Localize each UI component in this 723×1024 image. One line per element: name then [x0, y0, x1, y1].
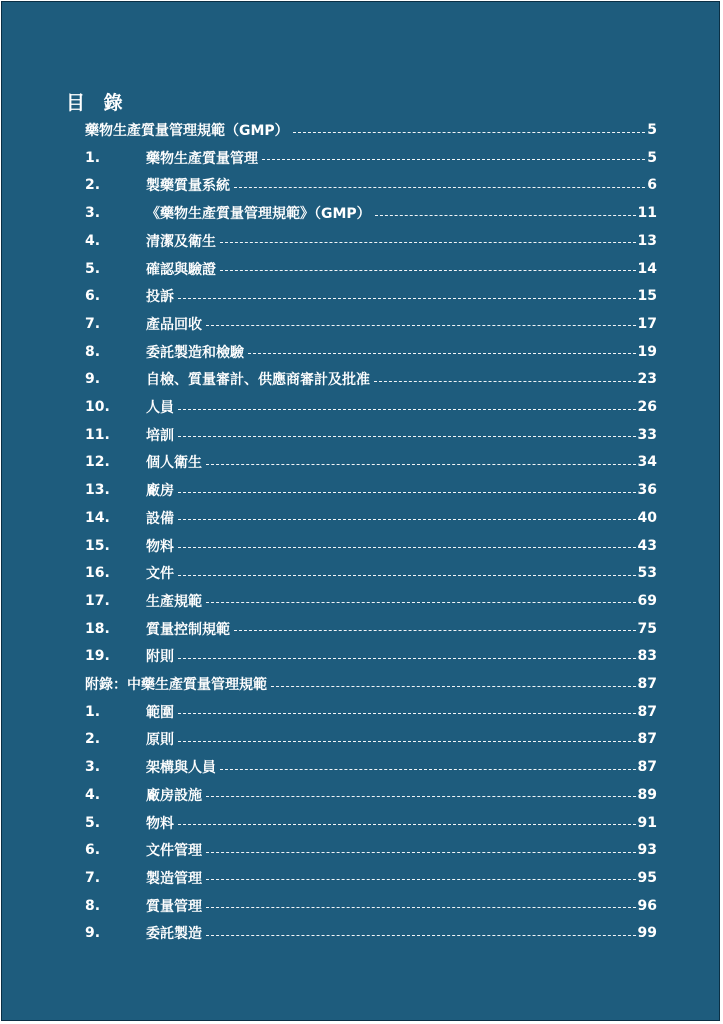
toc-entry-number: 5.	[85, 260, 101, 277]
dot-leader	[178, 436, 636, 437]
toc-page-number: 5	[647, 122, 657, 138]
dot-leader	[206, 464, 636, 465]
dot-leader	[262, 159, 645, 160]
toc-entry-label: 藥物生產質量管理規範（GMP）	[85, 123, 289, 139]
document-page	[1, 1, 720, 1021]
toc-entry-label: 附則	[146, 649, 174, 666]
dot-leader	[178, 298, 636, 299]
toc-entry-number: 6.	[85, 842, 101, 859]
toc-entry-body	[146, 785, 657, 805]
toc-entry-label: 清潔及衛生	[146, 233, 216, 250]
toc-entry-body	[146, 591, 657, 611]
toc-entry[interactable]	[2, 700, 719, 724]
toc-entry-label: 製藥質量系統	[146, 178, 230, 195]
toc-entry[interactable]	[2, 146, 719, 170]
toc-entry-number: 5.	[85, 814, 101, 831]
dot-leader	[178, 658, 636, 659]
toc-entry-body	[146, 175, 657, 195]
toc-entry-number: 16.	[85, 565, 110, 582]
toc-entry-label: 確認與驗證	[146, 261, 216, 278]
toc-entry[interactable]	[2, 644, 719, 668]
toc-entry-body	[146, 369, 657, 389]
toc-entry-body	[146, 508, 657, 528]
toc-entry-label: 委託製造	[146, 926, 202, 943]
dot-leader	[220, 242, 636, 243]
toc-entry-label: 架構與人員	[146, 760, 216, 777]
toc-page-number: 69	[637, 592, 657, 609]
toc-entry[interactable]	[2, 921, 719, 945]
dot-leader	[206, 325, 636, 326]
toc-entry-body	[146, 729, 657, 749]
toc-entry[interactable]	[2, 755, 719, 779]
dot-leader	[178, 741, 636, 742]
dot-leader	[178, 547, 636, 548]
toc-entry-body	[146, 563, 657, 583]
toc-entry[interactable]	[2, 201, 719, 225]
toc-entry-body	[146, 923, 657, 943]
toc-page-number: 26	[637, 399, 657, 415]
toc-page-number: 53	[637, 565, 657, 582]
toc-entry-body	[146, 840, 657, 860]
dot-leader	[375, 215, 636, 216]
toc-entry-number: 9.	[85, 925, 101, 942]
dot-leader	[206, 935, 636, 936]
toc-entry-label: 人員	[146, 400, 174, 416]
toc-page-number: 87	[637, 703, 657, 720]
toc-entry-number: 19.	[85, 648, 110, 665]
toc-entry[interactable]	[2, 589, 719, 613]
toc-page-number: 23	[637, 371, 657, 388]
toc-page-number: 19	[637, 343, 657, 360]
toc-entry-body	[146, 480, 657, 500]
dot-leader	[206, 879, 636, 880]
toc-entry-label: 附錄：中藥生產質量管理規範	[85, 677, 267, 693]
dot-leader	[271, 686, 636, 687]
toc-entry[interactable]	[2, 894, 719, 918]
toc-entry-number: 7.	[85, 315, 101, 332]
toc-entry-label: 委託製造和檢驗	[146, 344, 244, 361]
toc-entry-body	[146, 702, 657, 722]
toc-entry-label: 原則	[146, 732, 174, 749]
dot-leader	[206, 796, 636, 797]
toc-entry-label: 文件管理	[146, 843, 202, 860]
dot-leader	[206, 602, 636, 603]
toc-entry[interactable]	[2, 423, 719, 447]
toc-entry-body	[146, 757, 657, 777]
toc-page-number: 13	[637, 232, 657, 249]
toc-entry-body	[146, 231, 657, 251]
toc-entry-label: 廠房	[146, 483, 174, 500]
toc-page-number: 99	[637, 925, 657, 942]
dot-leader	[178, 824, 636, 825]
toc-title: 目 錄	[66, 92, 129, 114]
toc-entry-body	[146, 148, 657, 168]
toc-entry-label: 培訓	[146, 427, 174, 444]
toc-section-entry[interactable]	[2, 118, 719, 142]
toc-entry-body	[146, 259, 657, 279]
toc-entry[interactable]	[2, 783, 719, 807]
dot-leader	[220, 270, 636, 271]
toc-entry-number: 13.	[85, 482, 110, 499]
toc-page-number: 6	[647, 177, 657, 194]
toc-entry-number: 9.	[85, 371, 101, 388]
toc-entry[interactable]	[2, 534, 719, 558]
toc-entry-body	[146, 868, 657, 888]
toc-entry-body	[146, 397, 657, 417]
toc-entry[interactable]	[2, 284, 719, 308]
toc-entry-body	[146, 203, 657, 223]
toc-page-number: 75	[637, 620, 657, 637]
toc-entry-number: 8.	[85, 343, 101, 360]
toc-entry-body	[146, 452, 657, 472]
toc-entry-number: 17.	[85, 592, 110, 609]
toc-entry-number: 12.	[85, 454, 110, 471]
toc-entry-label: 藥物生產質量管理	[146, 150, 258, 167]
toc-page-number: 5	[647, 149, 657, 166]
toc-entry-number: 8.	[85, 897, 101, 914]
toc-entry-label: 設備	[146, 510, 174, 527]
dot-leader	[178, 713, 636, 714]
toc-entry[interactable]	[2, 506, 719, 530]
toc-section-entry[interactable]	[2, 672, 719, 696]
toc-entry-label: 個人衛生	[146, 455, 202, 472]
toc-entry[interactable]	[2, 395, 719, 419]
toc-entry-body	[85, 120, 657, 140]
toc-entry-body	[146, 896, 657, 916]
toc-entry-number: 2.	[85, 731, 101, 748]
toc-entry-body	[85, 674, 657, 694]
toc-page-number: 34	[637, 454, 657, 471]
toc-entry[interactable]	[2, 838, 719, 862]
toc-entry-label: 投訴	[146, 289, 174, 306]
toc-entry-label: 物料	[146, 815, 174, 832]
toc-entry-number: 4.	[85, 232, 101, 249]
dot-leader	[234, 630, 636, 631]
toc-entry[interactable]	[2, 229, 719, 253]
toc-entry-number: 6.	[85, 288, 101, 305]
toc-page-number: 93	[637, 842, 657, 859]
toc-entry-number: 3.	[85, 205, 101, 222]
toc-entry-body	[146, 286, 657, 306]
toc-page-number: 33	[637, 426, 657, 443]
toc-page-number: 95	[637, 869, 657, 886]
toc-entry[interactable]	[2, 811, 719, 835]
toc-entry-number: 7.	[85, 869, 101, 886]
toc-entry-label: 廠房設施	[146, 787, 202, 804]
toc-entry-number: 1.	[85, 149, 101, 166]
toc-page-number: 43	[637, 537, 657, 554]
toc-entry-label: 範圍	[146, 704, 174, 721]
toc-entry-label: 《藥物生產質量管理規範》（GMP）	[146, 206, 371, 223]
toc-entry-label: 物料	[146, 538, 174, 555]
toc-page-number: 89	[637, 786, 657, 803]
dot-leader	[178, 519, 636, 520]
toc-entry-body	[146, 536, 657, 556]
toc-entry-body	[146, 425, 657, 445]
toc-page-number: 91	[637, 814, 657, 831]
toc-entry-number: 10.	[85, 399, 110, 415]
toc-entry-number: 3.	[85, 759, 101, 776]
dot-leader	[178, 492, 636, 493]
toc-entry-body	[146, 813, 657, 833]
toc-entry-label: 生產規範	[146, 593, 202, 610]
toc-entry-number: 2.	[85, 177, 101, 194]
toc-entry-number: 4.	[85, 786, 101, 803]
toc-entry[interactable]	[2, 866, 719, 890]
toc-page-number: 96	[637, 897, 657, 914]
dot-leader	[206, 907, 636, 908]
toc-entry-label: 文件	[146, 566, 174, 583]
toc-page-number: 87	[637, 731, 657, 748]
dot-leader	[374, 381, 636, 382]
toc-entry[interactable]	[2, 173, 719, 197]
toc-entry-number: 15.	[85, 537, 110, 554]
toc-entry[interactable]	[2, 312, 719, 336]
toc-entry[interactable]	[2, 450, 719, 474]
toc-entry[interactable]	[2, 340, 719, 364]
toc-page-number: 36	[637, 482, 657, 499]
toc-entry[interactable]	[2, 367, 719, 391]
dot-leader	[178, 409, 636, 410]
toc-entry[interactable]	[2, 727, 719, 751]
toc-entry-label: 製造管理	[146, 870, 202, 887]
dot-leader	[206, 852, 636, 853]
toc-entry[interactable]	[2, 617, 719, 641]
toc-page-number: 14	[637, 260, 657, 277]
toc-page-number: 87	[637, 676, 657, 692]
dot-leader	[248, 353, 636, 354]
toc-entry[interactable]	[2, 478, 719, 502]
toc-entry-number: 14.	[85, 509, 110, 526]
dot-leader	[220, 769, 636, 770]
toc-entry-number: 18.	[85, 620, 110, 637]
dot-leader	[234, 187, 645, 188]
toc-page-number: 40	[637, 509, 657, 526]
dot-leader	[178, 575, 636, 576]
toc-page-number: 87	[637, 759, 657, 776]
toc-entry-body	[146, 342, 657, 362]
toc-entry-body	[146, 314, 657, 334]
toc-entry-body	[146, 646, 657, 666]
toc-page-number: 83	[637, 648, 657, 665]
toc-entry[interactable]	[2, 561, 719, 585]
toc-entry-number: 1.	[85, 703, 101, 720]
toc-page-number: 11	[637, 205, 657, 222]
toc-entry-label: 自檢、質量審計、供應商審計及批准	[146, 372, 370, 389]
toc-entry[interactable]	[2, 257, 719, 281]
toc-entry-label: 產品回收	[146, 316, 202, 333]
toc-entry-number: 11.	[85, 426, 110, 443]
toc-page-number: 17	[637, 315, 657, 332]
toc-page-number: 15	[637, 288, 657, 305]
toc-entry-label: 質量管理	[146, 898, 202, 915]
toc-entry-label: 質量控制規範	[146, 621, 230, 638]
toc-entry-body	[146, 619, 657, 639]
dot-leader	[293, 132, 646, 133]
